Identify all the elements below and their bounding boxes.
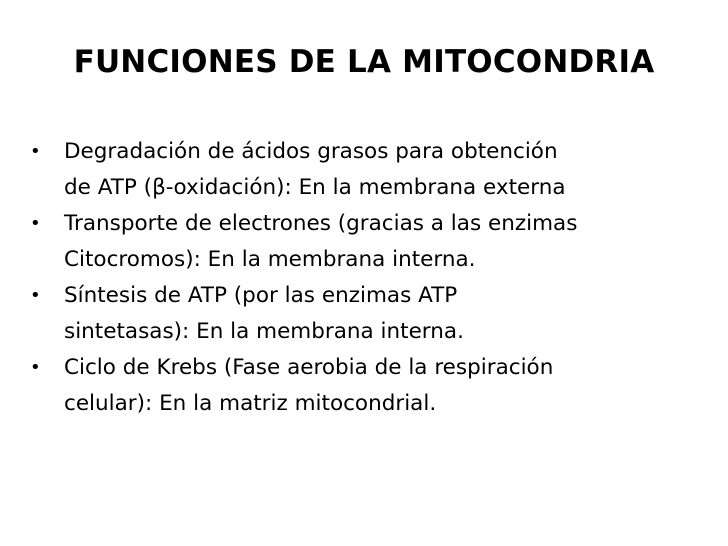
bullet-text-line: celular): En la matriz mitocondrial.: [64, 391, 437, 416]
bullet-text-line: Síntesis de ATP (por las enzimas ATP: [64, 283, 458, 308]
bullet-item-electron-transport: [28, 206, 708, 278]
bullet-dot-icon: •: [30, 357, 41, 378]
bullet-dot-icon: •: [30, 285, 41, 306]
bullet-text-line: Transporte de electrones (gracias a las enzimas: [64, 211, 578, 236]
bullet-list: [28, 134, 708, 422]
bullet-text-line: Degradación de ácidos grasos para obtención: [64, 139, 558, 164]
bullet-dot-icon: •: [30, 141, 41, 162]
bullet-text-line: Ciclo de Krebs (Fase aerobia de la respiración: [64, 355, 554, 380]
bullet-dot-icon: •: [30, 213, 41, 234]
bullet-item-atp-synthesis: [28, 278, 708, 350]
bullet-text-line: sintetasas): En la membrana interna.: [64, 319, 464, 344]
bullet-text-line: de ATP (β-oxidación): En la membrana externa: [64, 175, 566, 200]
bullet-item-krebs-cycle: [28, 350, 708, 422]
slide-title: FUNCIONES DE LA MITOCONDRIA: [73, 44, 655, 80]
bullet-item-fatty-acid-degradation: [28, 134, 708, 206]
bullet-text-line: Citocromos): En la membrana interna.: [64, 247, 476, 272]
